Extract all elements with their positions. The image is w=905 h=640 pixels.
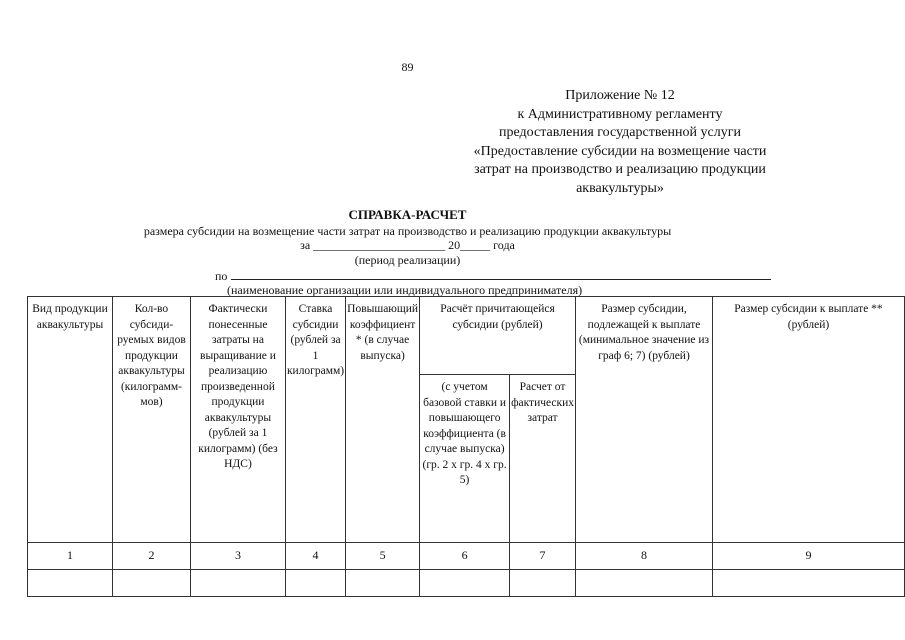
header-subsidy-rate: Ставка субсидии (рублей за 1 килограмм) (285, 297, 345, 543)
appendix-line: аквакультуры» (576, 180, 664, 196)
column-number: 4 (285, 543, 345, 570)
column-number: 5 (346, 543, 420, 570)
form-title: СПРАВКА-РАСЧЕТ (348, 207, 467, 222)
appendix-line: предоставления государственной услуги (499, 125, 741, 140)
header-row (28, 297, 905, 375)
form-subtitle: размера субсидии на возмещение части затрат на производство и реализацию продукции аквакультуры (143, 224, 672, 238)
header-subsidy-calculation: Расчёт причитающейся субсидии (рублей) (420, 297, 576, 375)
table-cell (712, 570, 904, 597)
table-cell (112, 570, 190, 597)
table-cell (285, 570, 345, 597)
column-number-row (28, 543, 905, 570)
table-cell (510, 570, 576, 597)
column-number: 9 (712, 543, 904, 570)
table-cell (420, 570, 510, 597)
appendix-block (455, 87, 785, 198)
table-cell (28, 570, 113, 597)
column-number: 1 (28, 543, 113, 570)
header-coefficient: Повышающий коэффициент * (в случае выпуска) (346, 297, 420, 543)
appendix-line: Приложение № 12 (565, 88, 675, 103)
header-base-rate-calc: (с учетом базовой ставки и повышающего коэффициента (в случае выпуска) (гр. 2 х гр. 4 х гр. 5) (420, 375, 510, 543)
organization-blank (231, 268, 771, 280)
period-hint: (период реализации) (354, 253, 461, 267)
appendix-line: затрат на производство и реализацию продукции (474, 162, 766, 177)
header-subsidy-payable: Размер субсидии, подлежащей к выплате (минимальное значение из граф 6; 7) (рублей) (576, 297, 713, 543)
organization-hint: (наименование организации или индивидуального предпринимателя) (227, 283, 583, 297)
column-number: 7 (510, 543, 576, 570)
appendix-line: к Административному регламенту (517, 106, 723, 122)
organization-line (215, 268, 771, 284)
header-product-type: Вид продукции аквакультуры (28, 297, 113, 543)
header-quantity: Кол-во субсиди-руемых видов продукции аквакультуры (килограмм-мов) (112, 297, 190, 543)
po-label: по (215, 269, 228, 283)
calculation-table (27, 296, 905, 597)
column-number: 6 (420, 543, 510, 570)
column-number: 2 (112, 543, 190, 570)
page-number: 89 (401, 60, 414, 74)
column-number: 3 (190, 543, 285, 570)
period-line: за ______________________ 20_____ года (300, 238, 515, 252)
appendix-line: «Предоставление субсидии на возмещение части (473, 143, 767, 159)
data-row (28, 570, 905, 597)
table-cell (190, 570, 285, 597)
header-actual-costs: Фактически понесенные затраты на выращивание и реализацию произведенной продукции аквакультуры (рублей за 1 килограмм) (без НДС) (190, 297, 285, 543)
header-subsidy-to-pay: Размер субсидии к выплате ** (рублей) (712, 297, 904, 543)
table-cell (576, 570, 713, 597)
column-number: 8 (576, 543, 713, 570)
table-cell (346, 570, 420, 597)
header-actual-calc: Расчет от фактических затрат (510, 375, 576, 543)
